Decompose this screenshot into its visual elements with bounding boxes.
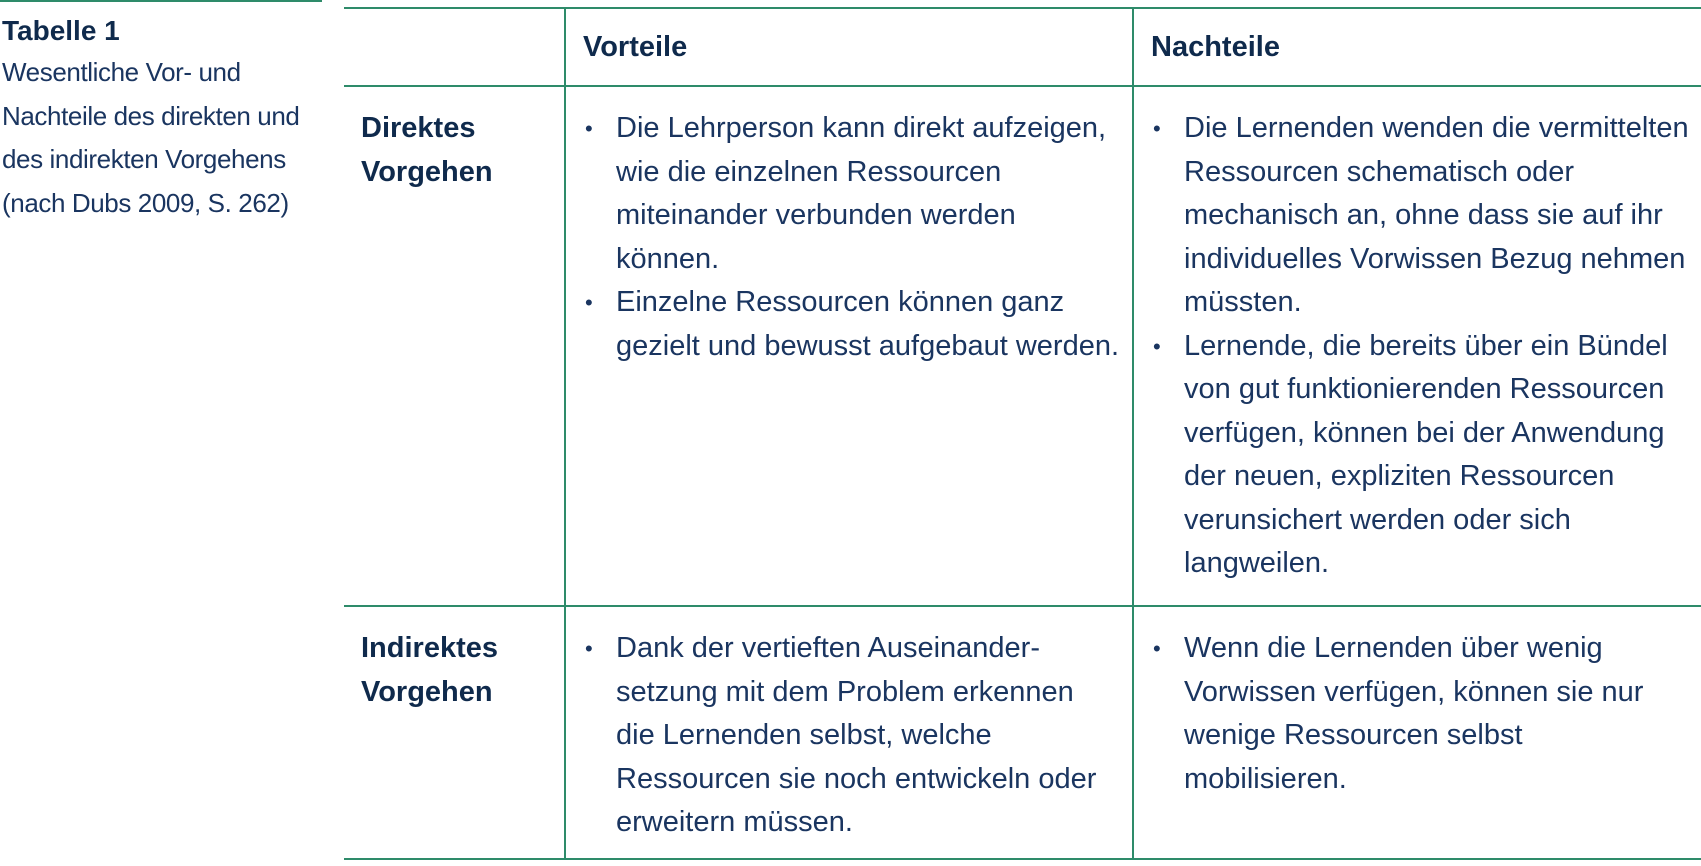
list-item: • Die Lehrperson kann direkt aufzeigen, wie die einzelnen Ressourcen miteinander verbunden werden können. [583,107,1120,281]
bullet-icon: • [1153,116,1161,141]
header-nachteile: Nachteile [1133,8,1701,86]
comparison-table [344,7,1701,860]
list-item: • Die Lernenden wenden die vermittelten Ressourcen schematisch oder mechanisch an, ohne dass sie auf ihr individuelles Vorwissen Bezug nehmen müssten. [1151,107,1689,325]
bullet-icon: • [585,290,593,315]
table-row [344,86,1701,606]
list-item: • Einzelne Ressourcen können ganz gezielt und bewusst aufgebaut werden. [583,281,1120,368]
cell-direktes-nachteile [1133,86,1701,606]
header-vorteile: Vorteile [565,8,1133,86]
bullet-icon: • [585,636,593,661]
row-label-indirektes: Indirektes Vorgehen [344,606,565,859]
bullet-icon: • [1153,636,1161,661]
row-label-direktes: Direktes Vorgehen [344,86,565,606]
list-item: • Dank der vertieften Auseinandersetzung mit dem Problem erkennen die Lernenden selbst, welche Ressourcen sie noch entwickeln oder erweitern müssen. [583,627,1120,845]
caption-title: Tabelle 1 [2,15,120,46]
table-row [344,606,1701,859]
list-item: • Wenn die Lernenden über wenig Vorwissen verfügen, können sie nur wenige Ressourcen selbst mobilisieren. [1151,627,1689,801]
cell-indirektes-vorteile [565,606,1133,859]
table-caption [0,0,322,225]
caption-text: Wesentliche Vor- und Nachteile des direkten und des indirekten Vorgehens (nach Dubs 2009, S. 262) [2,57,300,218]
bullet-icon: • [585,116,593,141]
list-item: • Lernende, die bereits über ein Bündel von gut funktionierenden Ressourcen verfügen, können bei der Anwendung der neuen, expliziten Ressourcen verunsichert werden oder sich langweilen. [1151,325,1689,586]
cell-indirektes-nachteile [1133,606,1701,859]
header-empty [344,8,565,86]
bullet-icon: • [1153,333,1161,359]
cell-direktes-vorteile [565,86,1133,606]
